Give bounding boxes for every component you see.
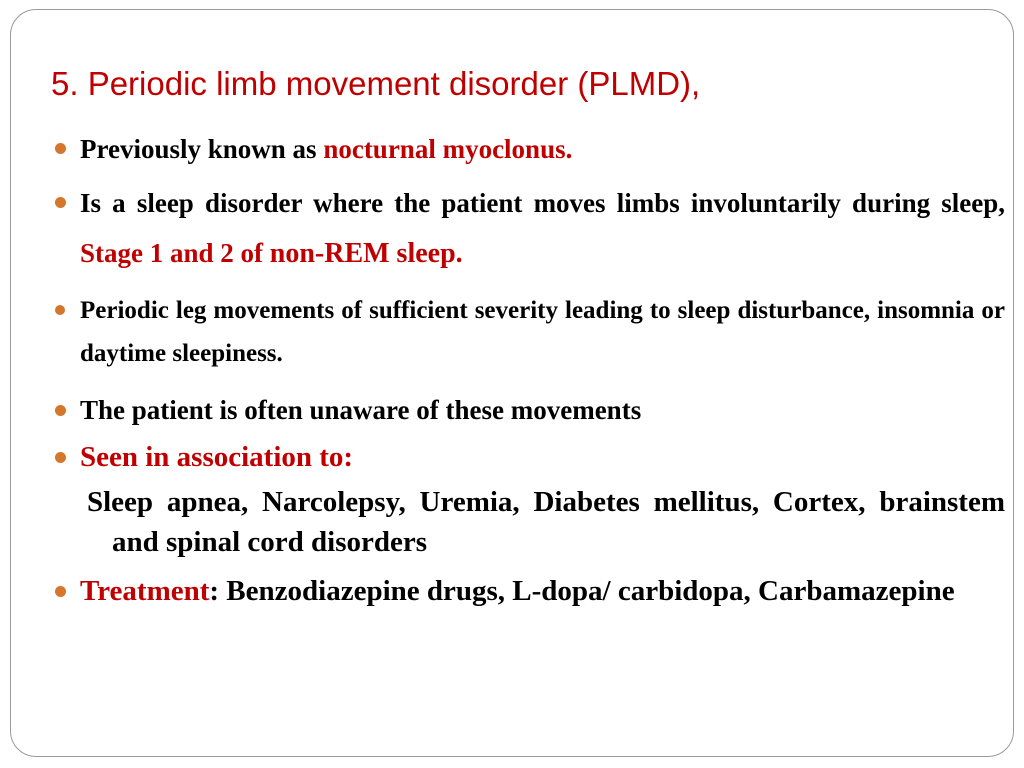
bullet-highlight-big: non-REM sleep. [269,238,463,269]
bullet-highlight: Treatment [80,575,210,607]
bullet-dot-icon [55,452,66,463]
bullet-list [55,124,1005,612]
bullet-dot-icon [55,305,65,315]
slide-frame [10,9,1014,757]
bullet-dot-icon [55,405,66,416]
bullet-text: The patient is often unaware of these movements [80,395,642,425]
bullet-definition [55,178,1005,279]
bullet-highlight: Seen in association to: [80,441,354,473]
association-list: Sleep apnea, Narcolepsy, Uremia, Diabetes mellitus, Cortex, brainstem and spinal cord disorders [87,486,1005,558]
bullet-unaware [55,391,1005,429]
bullet-text: Is a sleep disorder where the patient moves limbs involuntarily during sleep, [80,188,1005,218]
bullet-dot-icon [55,143,66,154]
bullet-dot-icon [55,586,66,597]
bullet-text: : Benzodiazepine drugs, L-dopa/ carbidopa, Carbamazepine [209,575,955,607]
bullet-treatment [55,570,1005,612]
bullet-text: Previously known as [80,134,324,164]
bullet-highlight: nocturnal myoclonus. [323,134,573,164]
slide-title: 5. Periodic limb movement disorder (PLMD), [51,65,701,102]
bullet-association [55,435,1005,479]
bullet-text: Periodic leg movements of sufficient severity leading to sleep disturbance, insomnia or daytime sleepiness. [80,297,1005,367]
bullet-previously-known [55,124,1005,174]
bullet-dot-icon [55,197,66,208]
bullet-periodic-leg [55,289,1005,375]
bullet-highlight: Stage 1 and 2 of [80,238,264,268]
